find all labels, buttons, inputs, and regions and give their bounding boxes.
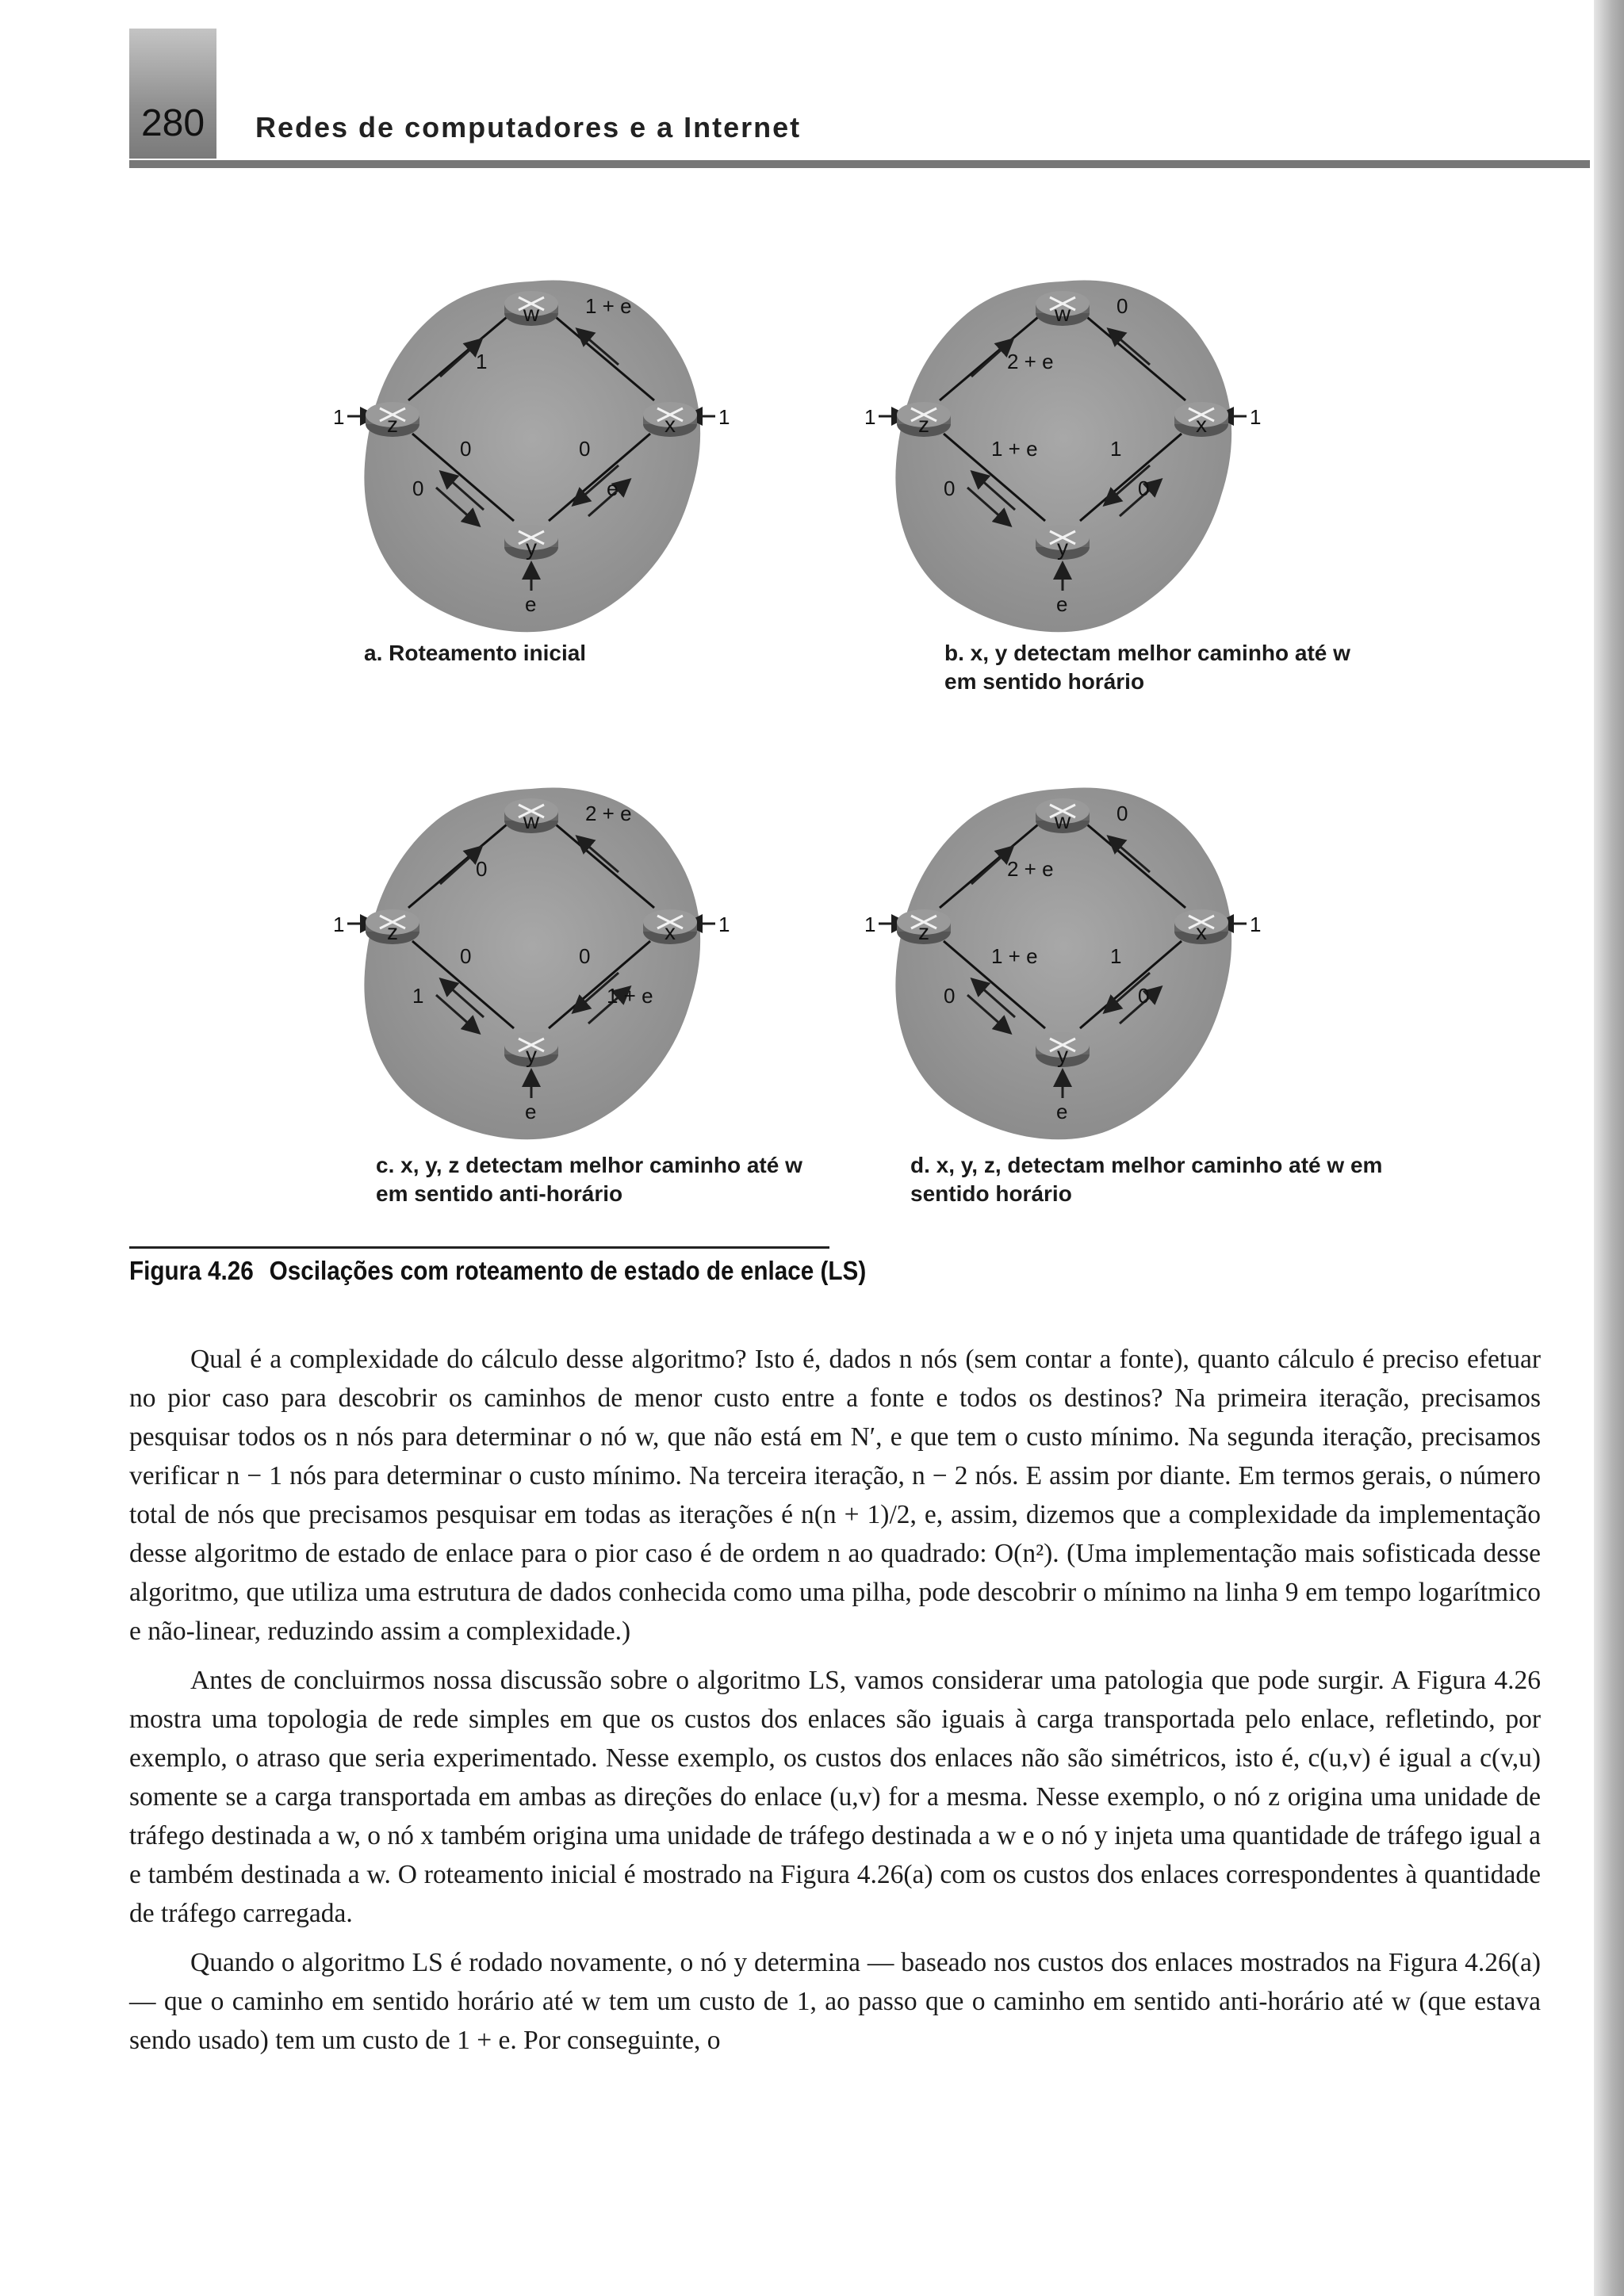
input-label-z: 1	[333, 913, 345, 936]
cost-label-z-w: 2 + e	[1007, 857, 1054, 881]
figure-title	[129, 1256, 866, 1286]
router-w	[504, 798, 558, 833]
router-y	[1036, 1032, 1090, 1067]
cost-label-x-w: 0	[1116, 802, 1128, 825]
node-label-w: w	[523, 809, 540, 833]
diagram-d	[864, 765, 1261, 1165]
input-label-z: 1	[333, 405, 345, 429]
node-label-x: x	[665, 920, 676, 944]
cost-label-y-x: 1	[1110, 944, 1122, 968]
router-x	[1174, 909, 1228, 944]
router-z	[366, 909, 419, 944]
input-label-x: 1	[718, 913, 730, 936]
body-text	[129, 1340, 1541, 2060]
input-label-z: 1	[864, 405, 876, 429]
cost-label-z-w: 1	[476, 350, 488, 373]
cost-label-x-w: 1 + e	[585, 294, 632, 318]
cost-label-z-y: 0	[460, 437, 472, 461]
cost-label-x-y: 1 + e	[607, 984, 653, 1008]
node-label-z: z	[918, 920, 929, 944]
router-y	[504, 1032, 558, 1067]
input-label-x: 1	[1250, 913, 1261, 936]
cost-label-y-z: 0	[944, 984, 956, 1008]
node-label-z: z	[918, 412, 929, 437]
caption-a: a. Roteamento inicial	[364, 641, 587, 665]
input-label-x: 1	[1250, 405, 1261, 429]
node-label-z: z	[387, 920, 398, 944]
cost-label-z-y: 0	[460, 944, 472, 968]
caption-d: d. x, y, z, detectam melhor caminho até w em sentido horário	[910, 1153, 1383, 1206]
diagram-b	[864, 258, 1261, 658]
cost-label-y-z: 0	[944, 476, 956, 500]
router-w	[1036, 798, 1090, 833]
cost-label-x-w: 2 + e	[585, 802, 632, 825]
input-label-y: e	[1056, 1100, 1068, 1123]
router-z	[897, 909, 951, 944]
figure-rule	[129, 1246, 829, 1249]
input-label-y: e	[1056, 592, 1068, 616]
node-label-y: y	[1057, 1043, 1068, 1067]
input-label-y: e	[525, 592, 537, 616]
router-x	[643, 909, 697, 944]
cost-label-y-z: 0	[412, 476, 424, 500]
router-z	[897, 402, 951, 437]
input-label-z: 1	[864, 913, 876, 936]
caption-c: c. x, y, z detectam melhor caminho até w em sentido anti-horário	[376, 1153, 802, 1206]
cost-label-y-z: 1	[412, 984, 424, 1008]
cost-label-z-y: 1 + e	[991, 944, 1038, 968]
router-w	[1036, 291, 1090, 326]
cost-label-y-x: 0	[579, 944, 591, 968]
header-rule	[129, 160, 1590, 168]
diagram-a	[333, 258, 730, 658]
node-label-w: w	[1054, 301, 1071, 326]
node-label-y: y	[526, 535, 537, 560]
node-label-z: z	[387, 412, 398, 437]
node-label-w: w	[523, 301, 540, 326]
paragraph: Quando o algoritmo LS é rodado novamente, o nó y determina — baseado nos custos dos enlaces mostrados na Figura 4.26(a) — que o caminho em sentido horário até w tem um custo de 1, ao passo que o caminho em sentido anti-horário até w (que estava sendo usado) tem um custo de 1 + e. Por conseguinte, o	[129, 1948, 1541, 2055]
cost-label-y-x: 1	[1110, 437, 1122, 461]
cost-label-x-y: e	[607, 476, 619, 500]
router-w	[504, 291, 558, 326]
router-z	[366, 402, 419, 437]
input-label-y: e	[525, 1100, 537, 1123]
node-label-y: y	[1057, 535, 1068, 560]
cost-label-z-y: 1 + e	[991, 437, 1038, 461]
paragraph: Qual é a complexidade do cálculo desse algoritmo? Isto é, dados n nós (sem contar a fonte), quanto cálculo é preciso efetuar no pior caso para descobrir os caminhos de menor custo entre a fonte e todos os destinos? Na primeira iteração, precisamos pesquisar todos os n nós para determinar o nó w, que não está em N′, e que tem o custo mínimo. Na segunda iteração, precisamos verificar n − 1 nós para determinar o custo mínimo. Na terceira iteração, n − 2 nós. E assim por diante. Em termos gerais, o número total de nós que precisamos pesquisar em todas as iterações é n(n + 1)/2, e, assim, dizemos que a complexidade da implementação desse algoritmo de estado de enlace para o pior caso é de ordem n ao quadrado: O(n²). (Uma implementação mais sofisticada desse algoritmo, que utiliza uma estrutura de dados conhecida como uma pilha, pode descobrir o mínimo na linha 9 em tempo logarítmico e não-linear, reduzindo assim a complexidade.)	[129, 1345, 1541, 1646]
node-label-x: x	[665, 412, 676, 437]
caption-b: b. x, y detectam melhor caminho até w em sentido horário	[944, 641, 1350, 694]
cost-label-x-y: 0	[1138, 476, 1150, 500]
router-y	[504, 525, 558, 560]
node-label-x: x	[1196, 920, 1207, 944]
running-title: Redes de computadores e a Internet	[255, 111, 802, 144]
node-label-w: w	[1054, 809, 1071, 833]
page-number: 280	[140, 102, 205, 144]
node-label-x: x	[1196, 412, 1207, 437]
cost-label-z-w: 2 + e	[1007, 350, 1054, 373]
cost-label-x-y: 0	[1138, 984, 1150, 1008]
router-x	[643, 402, 697, 437]
router-x	[1174, 402, 1228, 437]
figure-title-text: Oscilações com roteamento de estado de enlace (LS)	[269, 1256, 867, 1285]
figure-number: Figura 4.26	[129, 1256, 254, 1285]
cost-label-x-w: 0	[1116, 294, 1128, 318]
node-label-y: y	[526, 1043, 537, 1067]
diagram-c	[333, 765, 730, 1165]
input-label-x: 1	[718, 405, 730, 429]
paragraph: Antes de concluirmos nossa discussão sobre o algoritmo LS, vamos considerar uma patologia que pode surgir. A Figura 4.26 mostra uma topologia de rede simples em que os custos dos enlaces são iguais à carga transportada pelo enlace, refletindo, por exemplo, o atraso que seria experimentado. Nesse exemplo, os custos dos enlaces não são simétricos, isto é, c(u,v) é igual a c(v,u) somente se a carga transportada em ambas as direções do enlace (u,v) for a mesma. Nesse exemplo, o nó z origina uma unidade de tráfego destinada a w, o nó x também origina uma unidade de tráfego destinada a w e o nó y injeta uma quantidade de tráfego igual a e também destinada a w. O roteamento inicial é mostrado na Figura 4.26(a) com os custos dos enlaces correspondentes à quantidade de tráfego carregada.	[129, 1666, 1541, 1928]
cost-label-y-x: 0	[579, 437, 591, 461]
router-y	[1036, 525, 1090, 560]
page-edge-shadow	[1594, 0, 1624, 2296]
cost-label-z-w: 0	[476, 857, 488, 881]
